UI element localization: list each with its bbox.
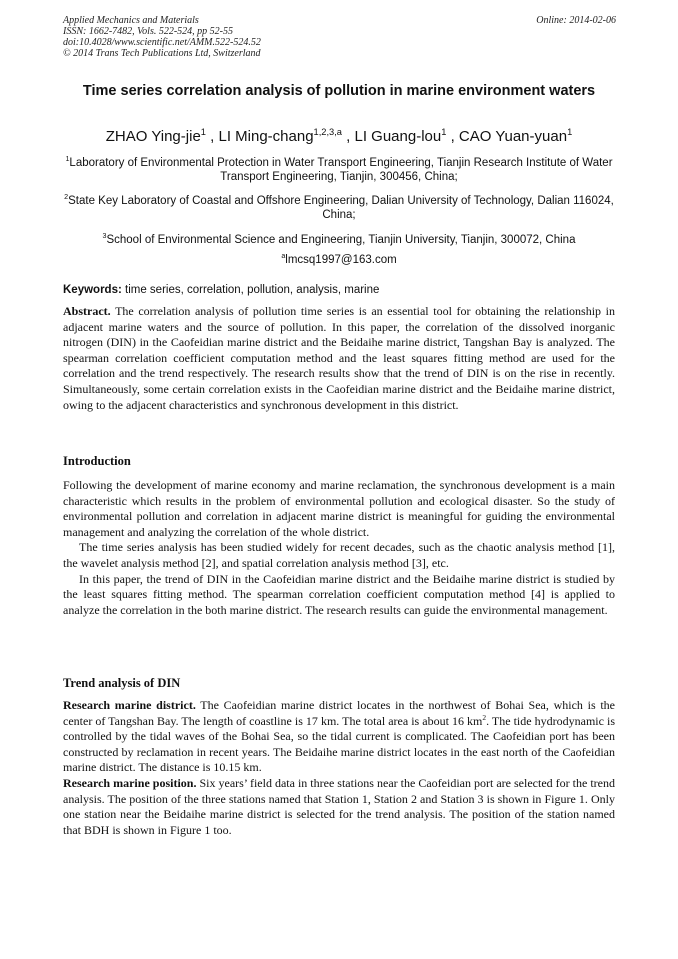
journal-name: Applied Mechanics and Materials <box>63 15 199 26</box>
author-separator: , <box>341 128 355 145</box>
paragraph: In this paper, the trend of DIN in the Caofeidian marine district and the Beidaihe marine district is studied by the least squares fitting method. The spearman correlation coefficient computation method [4] is applied to analyze the correlation in the both marine district. The research results can guide the environmental management. <box>63 571 615 617</box>
author-separator: , <box>205 128 219 145</box>
paragraph: The time series analysis has been studied widely for recent decades, such as the chaotic analysis method [1], the wavelet analysis method [2], and spatial correlation analysis method [3], etc. <box>63 540 615 570</box>
copyright-line: © 2014 Trans Tech Publications Ltd, Switzerland <box>63 48 261 59</box>
email-mark: a <box>281 252 286 261</box>
affiliation-mark: 3 <box>102 232 107 241</box>
email-address: lmcsq1997@163.com <box>285 254 397 266</box>
section-heading-introduction: Introduction <box>63 454 131 468</box>
position-text: Six years’ field data in three stations near the Caofeidian port are selected for the trend analysis. The position of the three stations named that Station 1, Station 2 and Station 3 is shown in Figure 1. Only one station near the Beidaihe marine district is selected for the trend analysis. The position of the station named that BDH is shown in Figure 1 too. <box>63 775 615 837</box>
affiliation-mark: 2 <box>64 193 69 202</box>
author-affil-mark: 1 <box>200 127 206 137</box>
author-name: ZHAO Ying-jie <box>105 128 201 145</box>
author-affil-mark: 1,2,3,a <box>313 127 342 137</box>
affiliation-mark: 1 <box>65 155 70 164</box>
keywords <box>63 283 615 297</box>
abstract <box>63 304 615 413</box>
district-label: Research marine district. <box>63 698 196 712</box>
affiliation-3 <box>55 233 623 247</box>
district-text-cont: . The tide hydrodynamic is controlled by the tidal waves of the Bohai Sea, so the tidal current is complicated. The Caofeidian port has been constructed by reclamation in recent years. The Beidaihe marine district locates in the east north of the Caofeidian marine district. The distance is 10.15 km. <box>63 713 615 775</box>
section-heading-trend: Trend analysis of DIN <box>63 676 181 690</box>
paper-title: Time series correlation analysis of pollution in marine environment waters <box>82 83 596 99</box>
author-affil-mark: 1 <box>441 127 447 137</box>
affiliation-text: Laboratory of Environmental Protection in Water Transport Engineering, Tianjin Research Institute of Water Transport Engineering, Tianjin, 300456, China; <box>69 157 613 183</box>
paragraph: Following the development of marine economy and marine reclamation, the synchronous development is a main characteristic which results in the problem of environmental pollution and ecological disaster. So the study of environmental pollution and correlation in adjacent marine district is meaningful for guiding the environmental management and analyzing the correlation of the whole district. <box>63 478 615 539</box>
keywords-text: time series, correlation, pollution, analysis, marine <box>125 284 380 296</box>
area-unit-exponent: 2 <box>482 712 487 722</box>
position-label: Research marine position. <box>63 775 197 790</box>
abstract-label: Abstract. <box>63 304 111 318</box>
contact-email <box>55 253 623 267</box>
online-date: Online: 2014-02-06 <box>536 15 616 26</box>
doi-line: doi:10.4028/www.scientific.net/AMM.522-524.52 <box>63 37 261 48</box>
author-name: LI Guang-lou <box>354 128 442 145</box>
abstract-text: The correlation analysis of pollution time series is an essential tool for obtaining the relationship in adjacent marine waters and the source of pollution. In this paper, the correlation of the dissolved inorganic nitrogen (DIN) in the Caofeidian marine district and the Beidaihe marine district, Tangshan Bay is analyzed. The spearman correlation coefficient computation method and the least squares fitting method are used for the correlation and the trend respectively. The research results show that the trend of DIN is on the rise in recently. Simultaneously, some certain correlation exists in the Caofeidian marine district and the Beidaihe marine district, owing to the adjacent characteristics and synchronous development in this district. <box>63 304 615 412</box>
author-name: LI Ming-chang <box>218 128 314 145</box>
keywords-label: Keywords: <box>63 284 122 296</box>
author-list <box>40 128 638 146</box>
introduction-body <box>63 478 615 618</box>
journal-header <box>63 15 261 59</box>
affiliation-1 <box>55 156 623 184</box>
author-affil-mark: 1 <box>567 127 573 137</box>
affiliation-2 <box>55 194 623 222</box>
issn-line: ISSN: 1662-7482, Vols. 522-524, pp 52-55 <box>63 26 233 37</box>
trend-body <box>63 698 615 838</box>
paragraph <box>63 698 615 776</box>
district-text: The Caofeidian marine district locates in the northwest of Bohai Sea, which is the center of Tangshan Bay. The length of coastline is 17 km. The total area is about 16 km <box>63 698 615 728</box>
paragraph <box>63 776 615 838</box>
affiliation-text: State Key Laboratory of Coastal and Offshore Engineering, Dalian University of Technology, Dalian 116024, China; <box>68 195 614 221</box>
affiliation-text: School of Environmental Science and Engineering, Tianjin University, Tianjin, 300072, China <box>106 234 576 246</box>
author-name: CAO Yuan-yuan <box>458 128 568 145</box>
author-separator: , <box>446 128 459 145</box>
